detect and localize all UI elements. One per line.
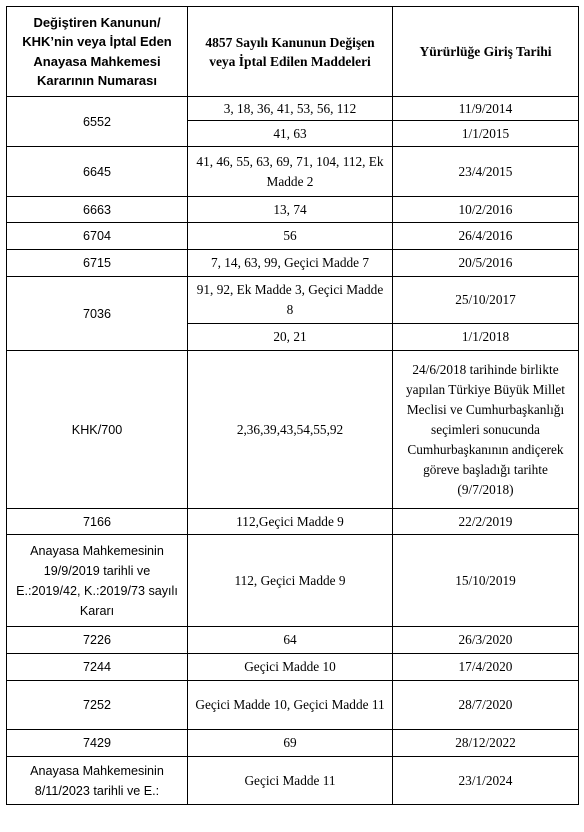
effective-date: 25/10/2017 xyxy=(393,277,579,324)
table-row xyxy=(7,757,579,805)
effective-date: 28/12/2022 xyxy=(393,730,579,757)
changed-articles: 91, 92, Ek Madde 3, Geçici Madde 8 xyxy=(188,277,393,324)
changed-articles: 20, 21 xyxy=(188,324,393,351)
header-changed-articles: 4857 Sayılı Kanunun Değişen veya İptal Edilen Maddeleri xyxy=(188,7,393,97)
changed-articles: 41, 63 xyxy=(188,121,393,147)
table-row xyxy=(7,351,579,509)
changed-articles: 13, 74 xyxy=(188,197,393,223)
table-row xyxy=(7,250,579,277)
changed-articles: 112, Geçici Madde 9 xyxy=(188,535,393,627)
table-row xyxy=(7,509,579,535)
law-number: 6715 xyxy=(7,250,188,277)
table-row xyxy=(7,223,579,250)
effective-date: 26/3/2020 xyxy=(393,627,579,654)
law-number: 6552 xyxy=(7,97,188,147)
effective-date: 22/2/2019 xyxy=(393,509,579,535)
table-row xyxy=(7,627,579,654)
changed-articles: 112,Geçici Madde 9 xyxy=(188,509,393,535)
changed-articles: 7, 14, 63, 99, Geçici Madde 7 xyxy=(188,250,393,277)
law-number: 6645 xyxy=(7,147,188,197)
effective-date: 23/4/2015 xyxy=(393,147,579,197)
table-row xyxy=(7,730,579,757)
table-row xyxy=(7,197,579,223)
amendments-table xyxy=(6,6,579,805)
effective-date: 17/4/2020 xyxy=(393,654,579,681)
table-row xyxy=(7,147,579,197)
changed-articles: Geçici Madde 10 xyxy=(188,654,393,681)
header-effective-date: Yürürlüğe Giriş Tarihi xyxy=(393,7,579,97)
table-row xyxy=(7,654,579,681)
changed-articles: 3, 18, 36, 41, 53, 56, 112 xyxy=(188,97,393,121)
header-amending-law: Değiştiren Kanunun/ KHK’nin veya İptal Eden Anayasa Mahkemesi Kararının Numarası xyxy=(7,7,188,97)
changed-articles: 64 xyxy=(188,627,393,654)
law-number: 6704 xyxy=(7,223,188,250)
law-number: Anayasa Mahkemesinin 8/11/2023 tarihli ve E.: xyxy=(7,757,188,805)
effective-date: 28/7/2020 xyxy=(393,681,579,730)
changed-articles: 69 xyxy=(188,730,393,757)
effective-date: 1/1/2018 xyxy=(393,324,579,351)
table-row xyxy=(7,535,579,627)
law-number: 6663 xyxy=(7,197,188,223)
effective-date: 20/5/2016 xyxy=(393,250,579,277)
table-row xyxy=(7,681,579,730)
law-number: 7226 xyxy=(7,627,188,654)
effective-date: 26/4/2016 xyxy=(393,223,579,250)
table-row xyxy=(7,277,579,324)
changed-articles: 56 xyxy=(188,223,393,250)
table-row xyxy=(7,97,579,121)
changed-articles: Geçici Madde 10, Geçici Madde 11 xyxy=(188,681,393,730)
changed-articles: Geçici Madde 11 xyxy=(188,757,393,805)
law-number: Anayasa Mahkemesinin 19/9/2019 tarihli ve E.:2019/42, K.:2019/73 sayılı Kararı xyxy=(7,535,188,627)
law-number: 7252 xyxy=(7,681,188,730)
law-number: 7036 xyxy=(7,277,188,351)
law-number: 7429 xyxy=(7,730,188,757)
law-number: KHK/700 xyxy=(7,351,188,509)
changed-articles: 2,36,39,43,54,55,92 xyxy=(188,351,393,509)
header-row xyxy=(7,7,579,97)
law-number: 7166 xyxy=(7,509,188,535)
law-number: 7244 xyxy=(7,654,188,681)
effective-date: 23/1/2024 xyxy=(393,757,579,805)
effective-date: 15/10/2019 xyxy=(393,535,579,627)
changed-articles: 41, 46, 55, 63, 69, 71, 104, 112, Ek Madde 2 xyxy=(188,147,393,197)
effective-date: 10/2/2016 xyxy=(393,197,579,223)
effective-date: 24/6/2018 tarihinde birlikte yapılan Türkiye Büyük Millet Meclisi ve Cumhurbaşkanlığı seçimleri sonucunda Cumhurbaşkanının andiçerek göreve başladığı tarihte (9/7/2018) xyxy=(393,351,579,509)
effective-date: 1/1/2015 xyxy=(393,121,579,147)
effective-date: 11/9/2014 xyxy=(393,97,579,121)
